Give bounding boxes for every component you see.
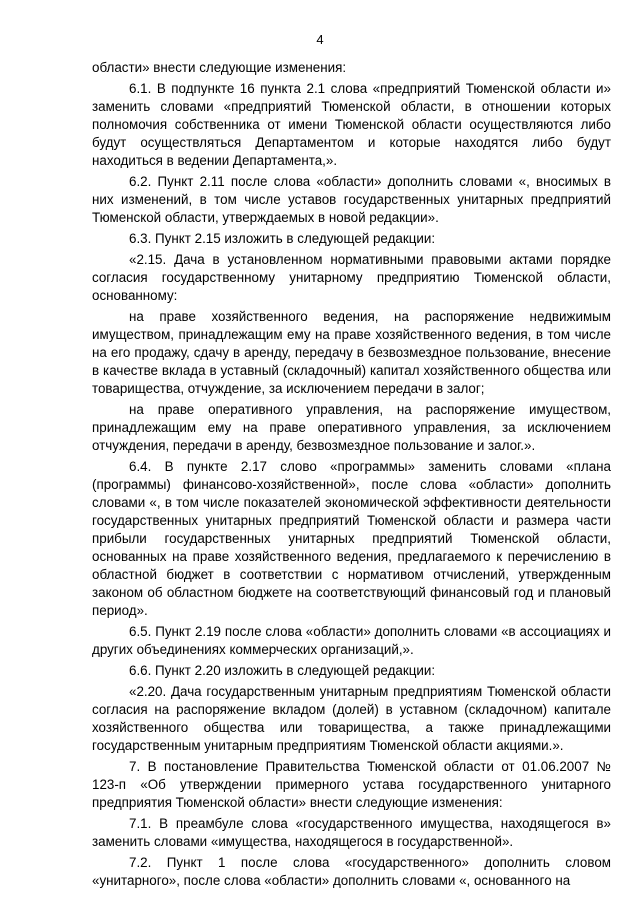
page-number: 4 [316, 32, 324, 47]
paragraph: на праве хозяйственного ведения, на распоряжение недвижимым имуществом, принадлежащим ему на праве хозяйственного ведения, в том числе на его продажу, сдачу в аренду, передачу в безвозмездное пользование, внесение в качестве вклада в уставный (складочный) капитал хозяйственного общества или товарищества, отчуждение, за исключением передачи в залог; [92, 309, 611, 396]
paragraph: 6.5. Пункт 2.19 после слова «области» дополнить словами «в ассоциациях и других объединениях коммерческих организаций,». [92, 624, 611, 657]
paragraph: «2.20. Дача государственным унитарным предприятиям Тюменской области согласия на распоряжение вкладом (долей) в уставном (складочном) капитале хозяйственного общества или товарищества, а также принадлежащими государственным унитарным предприятиям Тюменской области акциями.». [92, 684, 611, 753]
paragraph: 7. В постановление Правительства Тюменской области от 01.06.2007 № 123-п «Об утверждении примерного устава государственного унитарного предприятия Тюменской области» внести следующие изменения: [92, 759, 611, 810]
paragraph: 6.4. В пункте 2.17 слово «программы» заменить словами «плана (программы) финансово-хозяйственной», после слова «области» дополнить словами «, в том числе показателей экономической эффективности деятельности государственных унитарных предприятий Тюменской области и размера части прибыли государственных унитарных предприятий Тюменской области, основанных на праве хозяйственного ведения, предлагаемого к перечислению в областной бюджет в соответствии с нормативом отчислений, утвержденным законом об областном бюджете на соответствующий финансовый год и плановый период». [92, 459, 611, 618]
paragraph: 6.1. В подпункте 16 пункта 2.1 слова «предприятий Тюменской области и» заменить словами «предприятий Тюменской области, в отношении которых полномочия собственника от имени Тюменской области осуществляются либо будут осуществляться Департаментом и которые находятся либо будут находиться в ведении Департамента,». [92, 81, 611, 168]
paragraph: «2.15. Дача в установленном нормативными правовыми актами порядке согласия государственному унитарному предприятию Тюменской области, основанному: [92, 252, 611, 303]
paragraph: 7.2. Пункт 1 после слова «государственного» дополнить словом «унитарного», после слова «области» дополнить словами «, основанного на [92, 855, 611, 888]
paragraph: на праве оперативного управления, на распоряжение имуществом, принадлежащим ему на праве оперативного управления, за исключением отчуждения, передачи в аренду, безвозмездное пользование и залог.». [92, 402, 611, 453]
paragraph: 6.6. Пункт 2.20 изложить в следующей редакции: [129, 663, 436, 678]
paragraph: 7.1. В преамбуле слова «государственного имущества, находящегося в» заменить словами «имущества, находящегося в государственной». [92, 816, 611, 849]
document-body [92, 59, 611, 893]
paragraph: 6.3. Пункт 2.15 изложить в следующей редакции: [129, 231, 436, 246]
paragraph: 6.2. Пункт 2.11 после слова «области» дополнить словами «, вносимых в них изменений, в том числе уставов государственных унитарных предприятий Тюменской области, утверждаемых в новой редакции». [92, 174, 611, 225]
paragraph: области» внести следующие изменения: [92, 60, 347, 75]
